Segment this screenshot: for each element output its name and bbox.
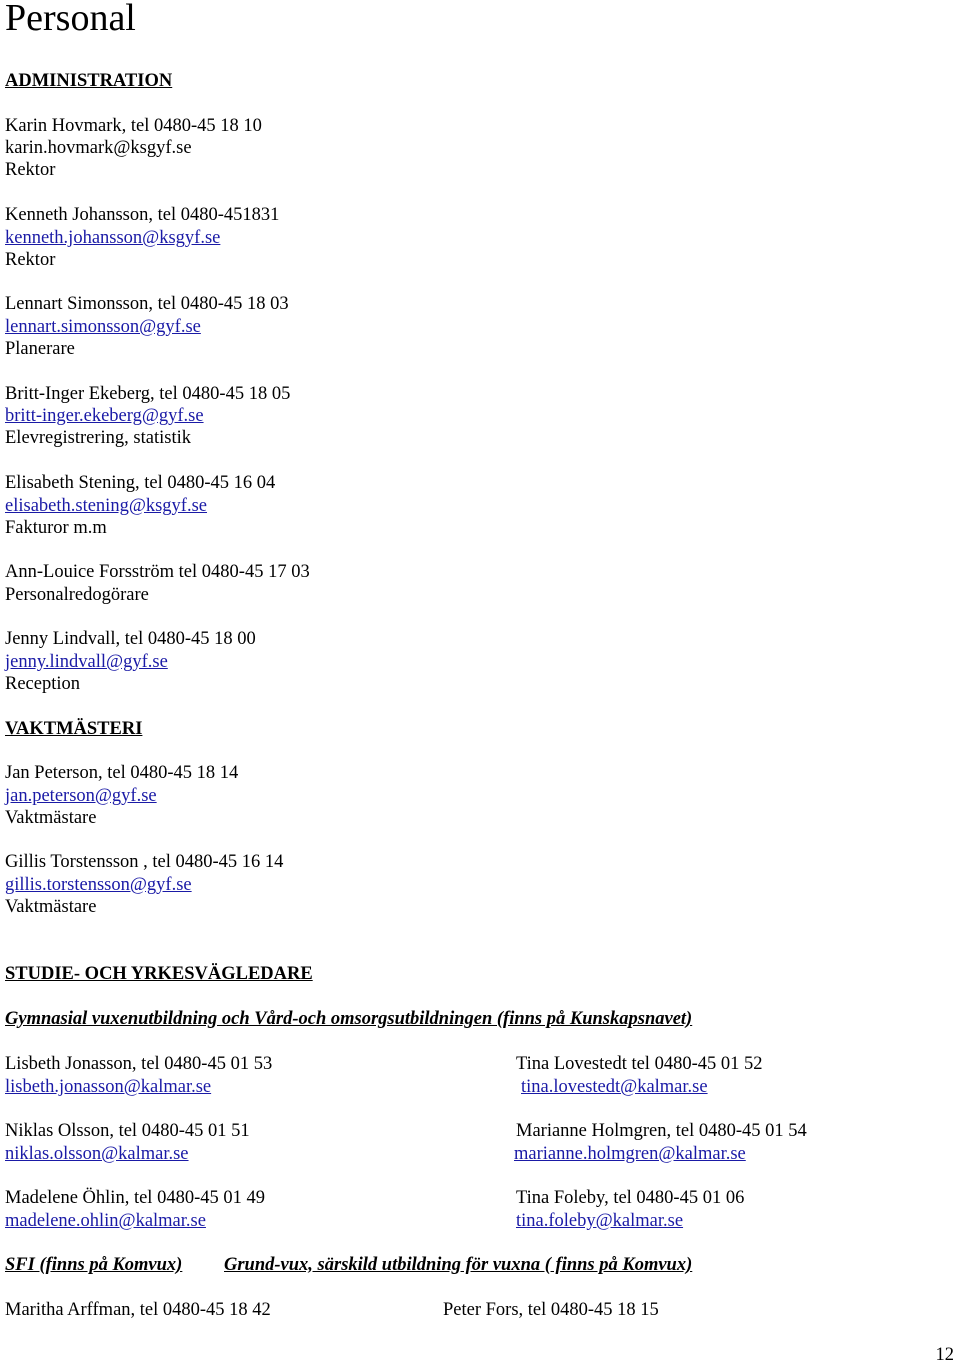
person-line: Jan Peterson, tel 0480-45 18 14 xyxy=(5,763,239,783)
person-line: Marianne Holmgren, tel 0480-45 01 54 xyxy=(516,1121,807,1141)
person-line: Elisabeth Stening, tel 0480-45 16 04 xyxy=(5,473,276,493)
person-line: Peter Fors, tel 0480-45 18 15 xyxy=(443,1300,659,1320)
section-heading-vaktmasteri: VAKTMÄSTERI xyxy=(5,719,143,739)
email-link[interactable]: kenneth.johansson@ksgyf.se xyxy=(5,228,221,248)
person-line: Britt-Inger Ekeberg, tel 0480-45 18 05 xyxy=(5,384,291,404)
person-line: Lisbeth Jonasson, tel 0480-45 01 53 xyxy=(5,1054,273,1074)
email-link[interactable]: elisabeth.stening@ksgyf.se xyxy=(5,496,208,516)
person-line: Jenny Lindvall, tel 0480-45 18 00 xyxy=(5,629,256,649)
subsection-heading-gymnasial: Gymnasial vuxenutbildning och Vård-och omsorgsutbildningen (finns på Kunskapsnavet) xyxy=(5,1009,693,1029)
email-link[interactable]: marianne.holmgren@kalmar.se xyxy=(514,1144,746,1164)
email-link[interactable]: tina.lovestedt@kalmar.se xyxy=(521,1077,708,1097)
role-text: Elevregistrering, statistik xyxy=(5,428,191,448)
email-link[interactable]: lennart.simonsson@gyf.se xyxy=(5,317,201,337)
role-text: Vaktmästare xyxy=(5,808,97,828)
email-link[interactable]: niklas.olsson@kalmar.se xyxy=(5,1144,189,1164)
role-text: Rektor xyxy=(5,160,56,180)
person-line: Tina Lovestedt tel 0480-45 01 52 xyxy=(516,1054,763,1074)
email-link[interactable]: jan.peterson@gyf.se xyxy=(5,786,157,806)
person-line: Niklas Olsson, tel 0480-45 01 51 xyxy=(5,1121,250,1141)
email-link[interactable]: madelene.ohlin@kalmar.se xyxy=(5,1211,206,1231)
email-text: karin.hovmark@ksgyf.se xyxy=(5,138,192,158)
section-heading-administration: ADMINISTRATION xyxy=(5,71,173,91)
role-text: Vaktmästare xyxy=(5,897,97,917)
role-text: Planerare xyxy=(5,339,75,359)
section-heading-studie: STUDIE- OCH YRKESVÄGLEDARE xyxy=(5,964,313,984)
section-heading-grundvux: Grund-vux, särskild utbildning för vuxna ( finns på Komvux) xyxy=(224,1255,693,1275)
person-line: Karin Hovmark, tel 0480-45 18 10 xyxy=(5,116,262,136)
person-line: Ann-Louice Forsström tel 0480-45 17 03 xyxy=(5,562,310,582)
role-text: Fakturor m.m xyxy=(5,518,107,538)
email-link[interactable]: tina.foleby@kalmar.se xyxy=(516,1211,684,1231)
page-title: Personal xyxy=(5,0,136,39)
document-page xyxy=(5,0,960,1365)
role-text: Reception xyxy=(5,674,81,694)
email-link[interactable]: jenny.lindvall@gyf.se xyxy=(5,652,168,672)
person-line: Maritha Arffman, tel 0480-45 18 42 xyxy=(5,1300,271,1320)
email-link[interactable]: lisbeth.jonasson@kalmar.se xyxy=(5,1077,212,1097)
person-line: Gillis Torstensson , tel 0480-45 16 14 xyxy=(5,852,284,872)
page-number: 12 xyxy=(935,1345,954,1365)
person-line: Lennart Simonsson, tel 0480-45 18 03 xyxy=(5,294,289,314)
email-link[interactable]: gillis.torstensson@gyf.se xyxy=(5,875,192,895)
person-line: Madelene Öhlin, tel 0480-45 01 49 xyxy=(5,1188,265,1208)
section-heading-sfi: SFI (finns på Komvux) xyxy=(5,1255,183,1275)
person-line: Tina Foleby, tel 0480-45 01 06 xyxy=(516,1188,745,1208)
email-link[interactable]: britt-inger.ekeberg@gyf.se xyxy=(5,406,204,426)
person-line: Kenneth Johansson, tel 0480-451831 xyxy=(5,205,280,225)
role-text: Personalredogörare xyxy=(5,585,149,605)
role-text: Rektor xyxy=(5,250,56,270)
